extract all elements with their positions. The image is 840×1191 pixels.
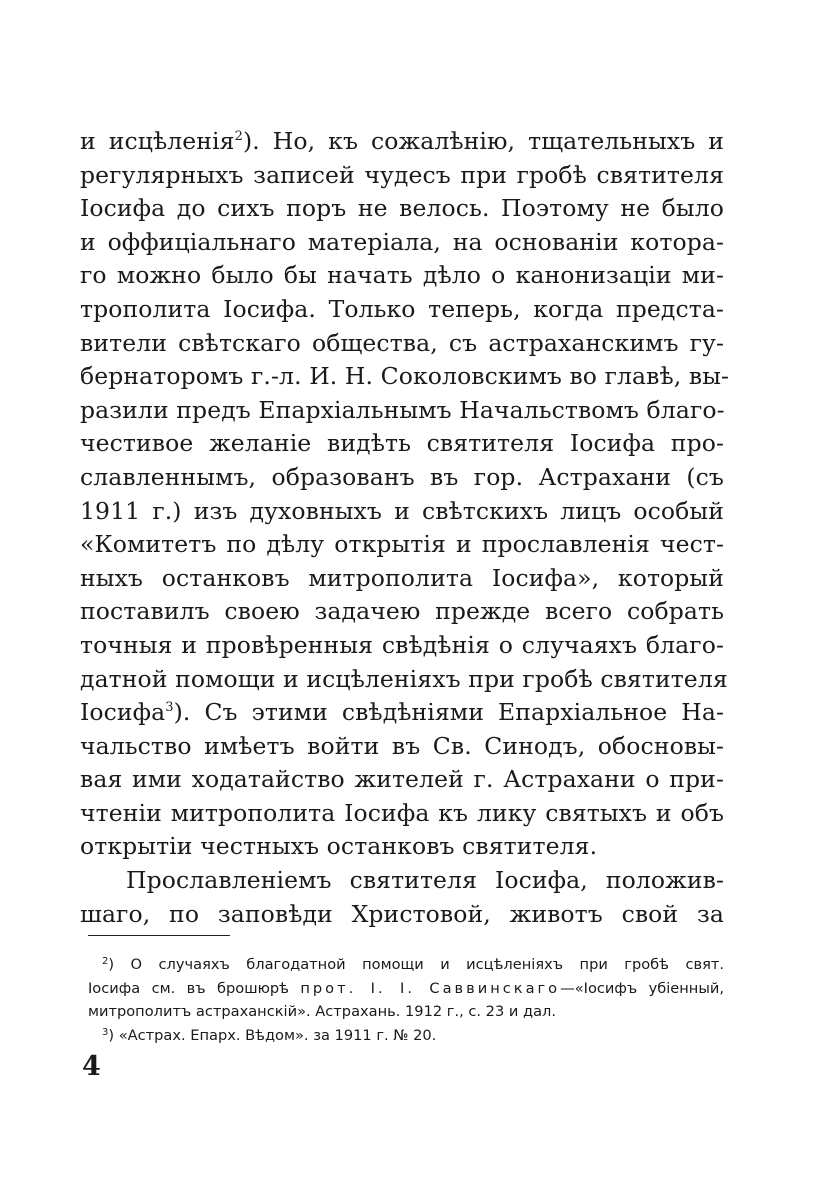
text-line: Іосифа до сихъ поръ не велось. Поэтому не было: [80, 194, 724, 223]
footnotes: [88, 953, 724, 1047]
text-line: разили предъ Епархіальнымъ Начальствомъ благо-: [80, 395, 725, 424]
text-line: славленнымъ, образованъ въ гор. Астрахани (съ: [80, 462, 724, 491]
text-line: го можно было бы начать дѣло о канонизаціи ми-: [80, 261, 724, 290]
text-line: чальство имѣетъ войти въ Св. Синодъ, обосновы-: [80, 731, 724, 760]
text-line: вители свѣтскаго общества, съ астраханскимъ гу-: [80, 328, 724, 357]
footnote-3: $^3$) «Астрах. Епарх. Вѣдом». за 1911 г. № 20.: [102, 1026, 437, 1044]
text-line: точныя и провѣренныя свѣдѣнія о случаяхъ благо-: [80, 630, 724, 659]
footnote-separator: [88, 935, 230, 936]
text-line: поставилъ своею задачею прежде всего собрать: [80, 597, 724, 626]
text-line: ныхъ останковъ митрополита Іосифа», который: [80, 563, 724, 592]
main-text: [80, 125, 730, 931]
text-line: вая ими ходатайство жителей г. Астрахани о при-: [80, 765, 724, 794]
footnote-2: $^2$) О случаяхъ благодатной помощи и исцѣленіяхъ при гробѣ свят.: [102, 956, 724, 973]
paragraph-start-line: Прославленіемъ святителя Іосифа, положив-: [126, 866, 724, 895]
text-line: 1911 г.) изъ духовныхъ и свѣтскихъ лицъ особый: [80, 496, 724, 525]
text-line: Іосифа$^3$). Съ этими свѣдѣніями Епархіальное На-: [80, 698, 724, 727]
footnote-2-line: Іосифа см. въ брошюрѣ прот. І. І. Саввинскаго—«Іосифъ убіенный,: [88, 979, 724, 997]
text-line: трополита Іосифа. Только теперь, когда предста-: [80, 294, 724, 323]
text-line: и исцѣленія$^2$). Но, къ сожалѣнію, тщательныхъ и: [80, 127, 724, 155]
text-line: чтеніи митрополита Іосифа къ лику святыхъ и объ: [80, 798, 724, 827]
paragraph-end-line: открытіи честныхъ останковъ святителя.: [80, 832, 598, 861]
footnote-mark: 2: [102, 956, 109, 967]
text-line: датной помощи и исцѣленіяхъ при гробѣ святителя: [80, 664, 728, 693]
footnote-ref-3[interactable]: 3: [165, 700, 174, 716]
page-number: 4: [82, 1051, 101, 1082]
text-line: и оффиціальнаго матеріала, на основаніи котора-: [80, 227, 724, 256]
text-line: шаго, по заповѣди Христовой, животъ свой за: [80, 899, 724, 928]
text-line: регулярныхъ записей чудесъ при гробѣ святителя: [80, 160, 724, 189]
author-name: прот. І. І. Саввинскаго: [300, 979, 561, 997]
text-line: честивое желаніе видѣть святителя Іосифа про-: [80, 429, 724, 458]
footnote-2-line: митрополитъ астраханскій». Астрахань. 1912 г., с. 23 и дал.: [88, 1003, 557, 1020]
text-line: бернаторомъ г.-л. И. Н. Соколовскимъ во главѣ, вы-: [80, 362, 730, 391]
text-line: «Комитетъ по дѣлу открытія и прославленія чест-: [80, 530, 724, 559]
footnote-mark: 3: [102, 1026, 109, 1038]
footnote-ref-2[interactable]: 2: [234, 129, 243, 144]
